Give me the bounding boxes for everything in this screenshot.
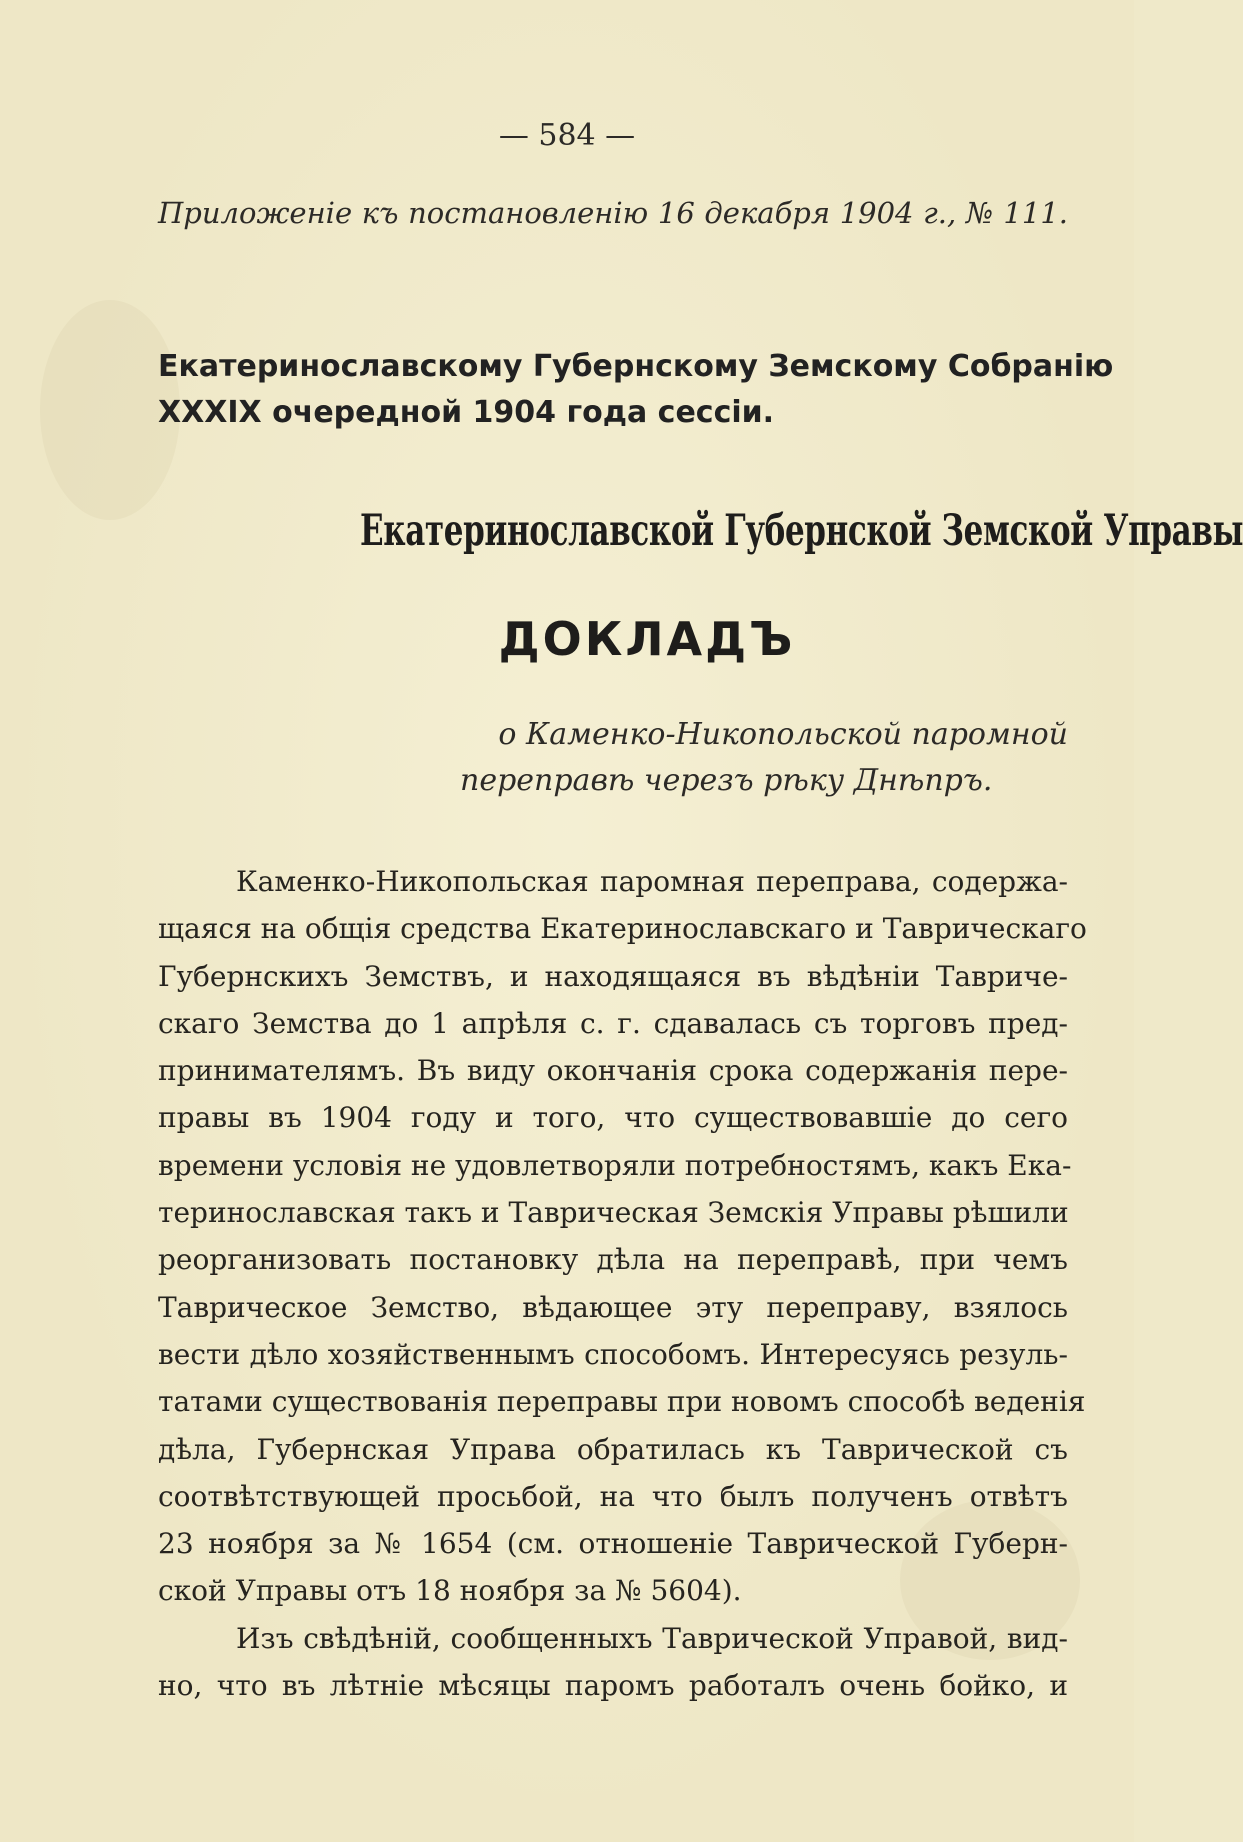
text-line: дѣла, Губернская Управа обратилась къ Таврической съ [158,1432,1068,1466]
text-line: принимателямъ. Въ виду окончанія срока содержанія пере- [158,1054,1068,1088]
text-line: Губернскихъ Земствъ, и находящаяся въ вѣдѣніи Тавриче- [158,959,1068,993]
addressee-heading [158,344,1114,436]
text-line: татами существованія переправы при новомъ способѣ веденія [158,1385,1086,1419]
text-line: щаяся на общія средства Екатеринославскаго и Таврическаго [158,912,1087,946]
text-line: Изъ свѣдѣній, сообщенныхъ Таврической Управой, вид- [236,1621,1068,1655]
subject-line-2: переправѣ черезъ рѣку Днѣпръ. [460,763,993,798]
text-line: правы въ 1904 году и того, что существовавшіе до сего [158,1101,1068,1135]
text-line: но, что въ лѣтніе мѣсяцы паромъ работалъ очень бойко, и [158,1669,1068,1703]
report-subject [460,712,1068,804]
text-line: времени условія не удовлетворяли потребностямъ, какъ Ека- [158,1148,1072,1182]
text-line: 23 ноября за № 1654 (см. отношеніе Таврической Губерн- [158,1527,1068,1561]
addressee-line-1: Екатеринославскому Губернскому Земскому Собранію [158,349,1114,384]
report-title: ДОКЛАДЪ [498,612,796,666]
text-line: реорганизовать постановку дѣла на переправѣ, при чемъ [158,1243,1068,1277]
page-number: — 584 — [498,118,636,153]
text-line: ской Управы отъ 18 ноября за № 5604). [158,1574,742,1608]
text-line: скаго Земства до 1 апрѣля с. г. сдавалась съ торговъ пред- [158,1006,1068,1040]
text-line: соотвѣтствующей просьбой, на что былъ полученъ отвѣтъ [158,1479,1068,1513]
appendix-note: Приложеніе къ постановленію 16 декабря 1904 г., № 111. [158,196,1068,230]
text-line: вести дѣло хозяйственнымъ способомъ. Интересуясь резуль- [158,1337,1068,1371]
addressee-line-2: XXXIX очередной 1904 года сессіи. [158,395,775,430]
board-name-heading: Екатеринославской Губернской Земской Управы [360,506,1243,556]
text-line: теринославская такъ и Таврическая Земскія Управы рѣшили [158,1196,1069,1230]
body-text [158,858,1087,1709]
text-line: Таврическое Земство, вѣдающее эту переправу, взялось [158,1290,1068,1324]
text-line: Каменко-Никопольская паромная переправа, содержа- [236,865,1068,898]
subject-line-1: о Каменко-Никопольской паромной [498,717,1068,752]
